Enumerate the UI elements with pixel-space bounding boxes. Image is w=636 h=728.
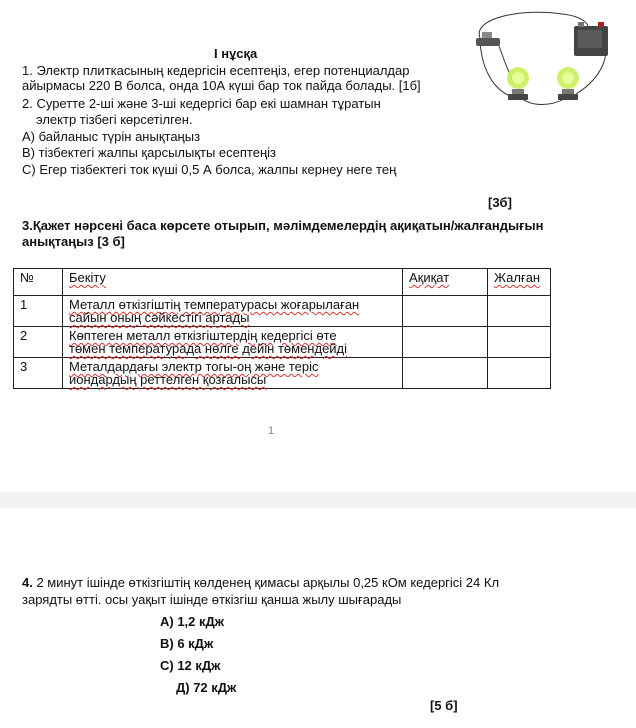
question-4-number: 4. — [22, 575, 33, 590]
table-row — [14, 358, 551, 389]
question-2-option-c: C) Егер тізбектегі ток күші 0,5 А болса, жалпы кернеу неге тең — [22, 162, 397, 177]
question-1-line-1: 1. Электр плиткасының кедергісін есептеңіз, егер потенциалдар — [22, 63, 410, 78]
row-3-statement-line-1: Металдардағы электр тогы-оң және теріс — [69, 359, 319, 374]
question-3-line-1: 3.Қажет нәрсені баса көрсете отырып, мәлімдемелердің ақиқатын/жалғандығын — [22, 218, 544, 233]
row-2-number: 2 — [14, 327, 63, 358]
switch-icon — [476, 38, 500, 46]
worksheet-page-2 — [0, 508, 636, 728]
question-2-points: [3б] — [488, 195, 512, 210]
row-2-statement — [63, 327, 403, 358]
row-1-false-cell[interactable] — [488, 296, 551, 327]
circuit-diagram-illustration — [462, 8, 622, 108]
variant-title: І нұсқа — [214, 46, 258, 61]
question-3-points: [3 б] — [97, 234, 125, 249]
row-3-true-cell[interactable] — [403, 358, 488, 389]
header-false — [488, 269, 551, 296]
question-4-option-b: B) 6 кДж — [160, 636, 214, 651]
table-header-row — [14, 269, 551, 296]
header-number: № — [14, 269, 63, 296]
row-3-false-cell[interactable] — [488, 358, 551, 389]
header-statement — [63, 269, 403, 296]
true-false-table — [13, 268, 551, 389]
row-1-number: 1 — [14, 296, 63, 327]
page-number: 1 — [268, 425, 275, 437]
question-2-option-b: B) тізбектегі жалпы қарсылықты есептеңіз — [22, 145, 277, 160]
question-3-line-2-text: анықтаңыз — [22, 234, 98, 249]
row-2-true-cell[interactable] — [403, 327, 488, 358]
row-3-number: 3 — [14, 358, 63, 389]
question-2-line-1: 2. Суретте 2-ші және 3-ші кедергісі бар екі шамнан тұратын — [22, 96, 381, 111]
question-4-line-2: зарядты өтті. осы уақыт ішінде өткізгіш қанша жылу шығарады — [22, 592, 402, 607]
header-statement-label: Бекіту — [69, 270, 106, 285]
question-2-line-2: электр тізбегі көрсетілген. — [36, 112, 193, 127]
row-1-true-cell[interactable] — [403, 296, 488, 327]
question-4-points: [5 б] — [430, 698, 458, 713]
row-3-statement — [63, 358, 403, 389]
row-1-statement-line-2: сайын оның сәйкестігі артады — [69, 310, 250, 325]
question-4-line-1-text: 2 минут ішінде өткізгіштің көлденең қимасы арқылы 0,25 кОм кедергісі 24 Кл — [32, 575, 500, 590]
question-4-option-c: C) 12 кДж — [160, 658, 221, 673]
table-row — [14, 296, 551, 327]
question-4-line-1 — [22, 575, 499, 590]
header-true — [403, 269, 488, 296]
table-row — [14, 327, 551, 358]
header-false-label: Жалған — [494, 270, 541, 285]
row-2-statement-line-2: төмен температурада нөлге дейін төмендейді — [69, 341, 348, 356]
question-4-option-a: A) 1,2 кДж — [160, 614, 224, 629]
question-3-line-2 — [22, 234, 125, 249]
row-2-false-cell[interactable] — [488, 327, 551, 358]
question-1-line-2: айырмасы 220 В болса, онда 10А күші бар ток пайда болады. [1б] — [22, 78, 421, 93]
row-1-statement-line-1: Металл өткізгіштің температурасы жоғарылаған — [69, 297, 360, 312]
header-true-label: Ақиқат — [409, 270, 450, 285]
question-4-option-d: Д) 72 кДж — [176, 680, 237, 695]
row-1-statement — [63, 296, 403, 327]
row-3-statement-line-2: иондардың реттелген қозғалысы — [69, 372, 267, 387]
question-2-option-a: A) байланыс түрін анықтаңыз — [22, 129, 201, 144]
row-2-statement-line-1: Көптеген металл өткізгіштердің кедергісі өте — [69, 328, 337, 343]
